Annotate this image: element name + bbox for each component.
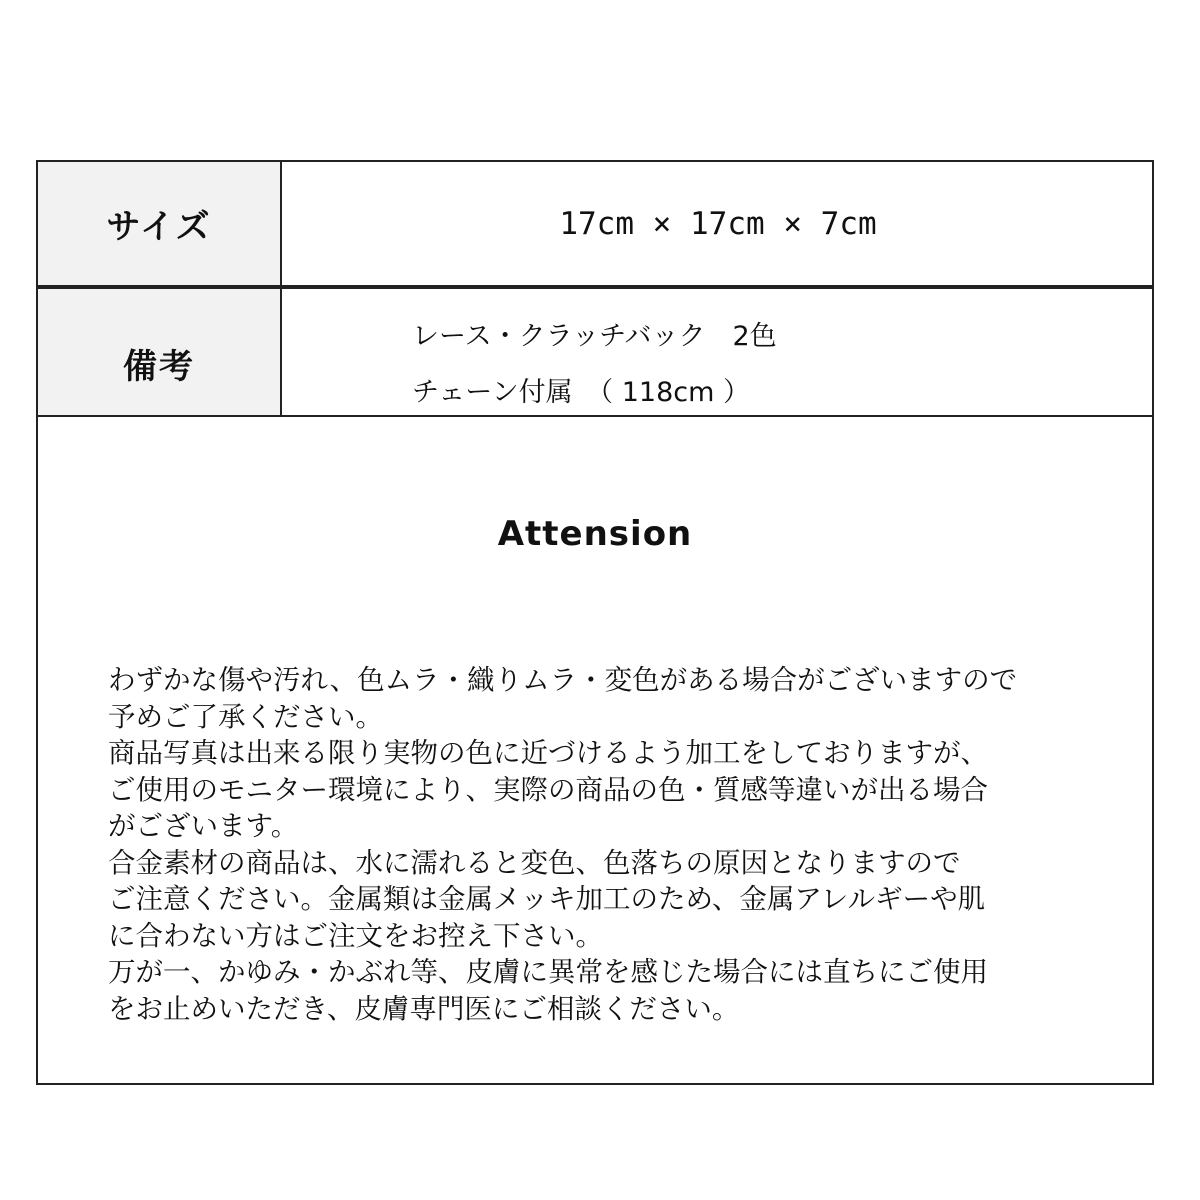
attention-line: 予めご了承ください。: [108, 700, 383, 733]
attention-line: をお止めいただき、皮膚専門医にご相談ください。: [108, 992, 740, 1025]
attention-line: 万が一、かゆみ・かぶれ等、皮膚に異常を感じた場合には直ちにご使用: [108, 956, 988, 988]
product-info-sheet: [36, 160, 1154, 1085]
attention-line: 商品写真は出来る限り実物の色に近づけるよう加工をしておりますが、: [108, 737, 988, 769]
attention-line: 合金素材の商品は、水に濡れると変色、色落ちの原因となりますので: [108, 846, 961, 879]
note-row: [38, 289, 1152, 417]
attention-line: がございます。: [108, 810, 299, 842]
note-line: レース・クラッチバック 2色: [412, 321, 777, 352]
size-value: 17cm × 17cm × 7cm: [559, 205, 877, 242]
note-line: チェーン付属 （ 118cm ）: [412, 377, 750, 408]
attention-line: に合わない方はご注文をお控え下さい。: [108, 919, 603, 952]
attention-line: ご注意ください。金属類は金属メッキ加工のため、金属アレルギーや肌: [108, 883, 986, 915]
note-value: [412, 309, 1132, 421]
attention-line: ご使用のモニター環境により、実際の商品の色・質感等違いが出る場合: [108, 773, 988, 806]
attention-body: [108, 662, 1118, 1027]
size-row: [38, 162, 1152, 289]
size-label: サイズ: [38, 162, 282, 285]
note-label: 備考: [38, 289, 282, 415]
attention-title: Attension: [497, 514, 693, 554]
attention-line: わずかな傷や汚れ、色ムラ・織りムラ・変色がある場合がございますので: [108, 664, 1018, 696]
